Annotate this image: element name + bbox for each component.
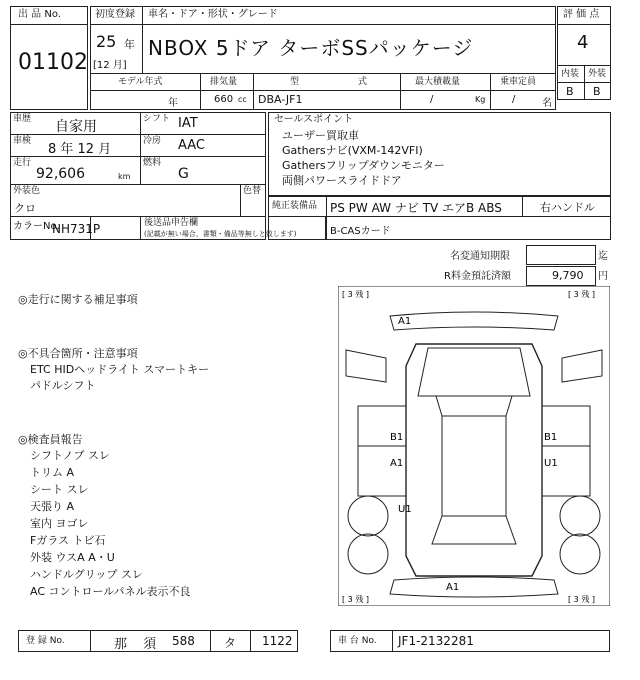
title-change-deadline-box [526, 245, 596, 265]
inspection-label: 車検 [13, 136, 32, 146]
registration-area: 那 須 [114, 637, 163, 652]
exterior-color-value: クロ [14, 202, 36, 215]
displacement-label: 排気量 [210, 77, 238, 87]
title-change-deadline-label: 名変通知期限 [450, 251, 510, 262]
steering-side: 右ハンドル [540, 201, 595, 214]
exterior-score: B [593, 85, 601, 98]
mark-right-front-lower: U1 [544, 458, 558, 469]
aftermarket-note: (記載が無い場合、書類・備品等無しと致します) [144, 230, 297, 238]
score-label: 評 価 点 [563, 9, 600, 20]
displacement-unit: cc [238, 95, 247, 104]
model-year-label: モデル年式 [118, 77, 163, 87]
car-name-label: 車名・ドア・形状・グレード [148, 9, 278, 20]
color-code-label: カラーNo. [13, 221, 60, 232]
inspector-item: トリム A [30, 466, 75, 479]
mark-front-bumper: A1 [398, 316, 412, 327]
max-load-label: 最大積載量 [415, 77, 461, 87]
tire-front-left: [ 3 残 ] [342, 290, 369, 299]
mileage-unit: km [118, 172, 131, 181]
sales-point-item: 両側パワースライドドア [282, 174, 402, 187]
inspector-item: AC コントロールパネル表示不良 [30, 585, 191, 598]
model-code: DBA-JF1 [258, 93, 303, 106]
chassis-number: JF1-2132281 [398, 634, 474, 648]
tire-front-right: [ 3 残 ] [568, 290, 595, 299]
mark-rear-bumper: A1 [446, 582, 460, 593]
registration-number: 1122 [262, 634, 293, 648]
mileage-label: 走行 [13, 158, 32, 168]
mark-left-front-lower: A1 [390, 458, 404, 469]
first-registration-year: 25 [96, 32, 117, 51]
mark-left-rear: U1 [398, 504, 412, 515]
inspector-item: 天張り A [30, 500, 75, 513]
recycle-fee-value: 9,790 [552, 269, 584, 282]
inspector-item: シート スレ [30, 483, 89, 496]
usage-value: 自家用 [55, 119, 97, 135]
ac-label: 冷房 [143, 136, 162, 146]
registration-kana: タ [224, 636, 237, 650]
car-name: NBOX 5ドア ターボSSパッケージ [148, 36, 474, 60]
fuel-label: 燃料 [143, 158, 162, 168]
inspector-report-title: ◎検査員報告 [18, 433, 83, 446]
inspector-item: 室内 ヨゴレ [30, 517, 89, 530]
displacement-value: 660 [214, 94, 234, 105]
title-change-deadline-unit: 迄 [598, 251, 608, 262]
equipment-value: PS PW AW ナビ TV エアB ABS [330, 201, 502, 215]
color-change-label: 色替 [243, 186, 262, 196]
tire-rear-left: [ 3 残 ] [342, 595, 369, 604]
tire-rear-right: [ 3 残 ] [568, 595, 595, 604]
sales-points-label: セールスポイント [274, 114, 354, 125]
max-load-unit: Kg [475, 95, 486, 104]
sales-point-item: ユーザー買取車 [282, 129, 359, 142]
inspection-value: 8 年 12 月 [48, 142, 112, 157]
car-damage-diagram [338, 286, 610, 606]
equipment-label: 純正装備品 [272, 201, 318, 211]
usage-label: 車歴 [13, 114, 32, 124]
color-code-value: NH731P [52, 222, 101, 236]
inspector-item: ハンドルグリップ スレ [30, 568, 143, 581]
capacity-value: / [512, 94, 516, 105]
sales-point-item: Gathersナビ(VXM-142VFI) [282, 144, 423, 157]
defect-item: パドルシフト [30, 379, 96, 392]
defect-item: ETC HIDヘッドライト スマートキー [30, 363, 210, 376]
driving-notes-title: ◎走行に関する補足事項 [18, 293, 138, 306]
model-year-unit: 年 [168, 98, 178, 109]
shift-label: シフト [143, 114, 171, 124]
mark-left-front-door: B1 [390, 432, 404, 443]
score-value: 4 [577, 32, 589, 53]
shift-value: IAT [178, 116, 198, 131]
first-registration-month: [12 月] [93, 60, 127, 71]
lot-number-label: 出 品 No. [18, 9, 61, 20]
exterior-color-label: 外装色 [13, 186, 41, 196]
exterior-score-label: 外装 [588, 69, 607, 79]
chassis-label: 車 台 No. [338, 636, 377, 646]
defect-notes-title: ◎不具合箇所・注意事項 [18, 347, 138, 360]
inspector-item: Fガラス トビ石 [30, 534, 106, 547]
ac-value: AAC [178, 138, 205, 153]
capacity-unit: 名 [542, 98, 552, 109]
inspector-item: シフトノブ スレ [30, 449, 110, 462]
fuel-value: G [178, 166, 189, 182]
aftermarket-label: 後送品申告欄 [144, 218, 199, 228]
recycle-fee-unit: 円 [598, 271, 608, 282]
first-registration-year-unit: 年 [124, 38, 135, 51]
interior-score: B [566, 85, 574, 98]
sales-point-item: Gathersフリップダウンモニター [282, 159, 445, 172]
mileage-value: 92,606 [36, 166, 85, 182]
rear-bumper-shape [390, 577, 558, 597]
front-bumper-shape [390, 312, 558, 330]
first-registration-label: 初度登録 [95, 9, 135, 20]
inspector-item: 外装 ウスA A・U [30, 551, 115, 564]
recycle-fee-label: R料金預託済額 [444, 271, 511, 282]
capacity-label: 乗車定員 [500, 77, 537, 87]
model-type-label: 型 式 [290, 77, 395, 87]
bcas-card: B-CASカード [330, 226, 391, 237]
max-load-value: / [430, 94, 434, 105]
registration-label: 登 録 No. [26, 636, 65, 646]
registration-class: 588 [172, 634, 195, 648]
mark-right-front-door: B1 [544, 432, 558, 443]
interior-score-label: 内装 [561, 69, 580, 79]
lot-number: 01102 [18, 50, 88, 75]
